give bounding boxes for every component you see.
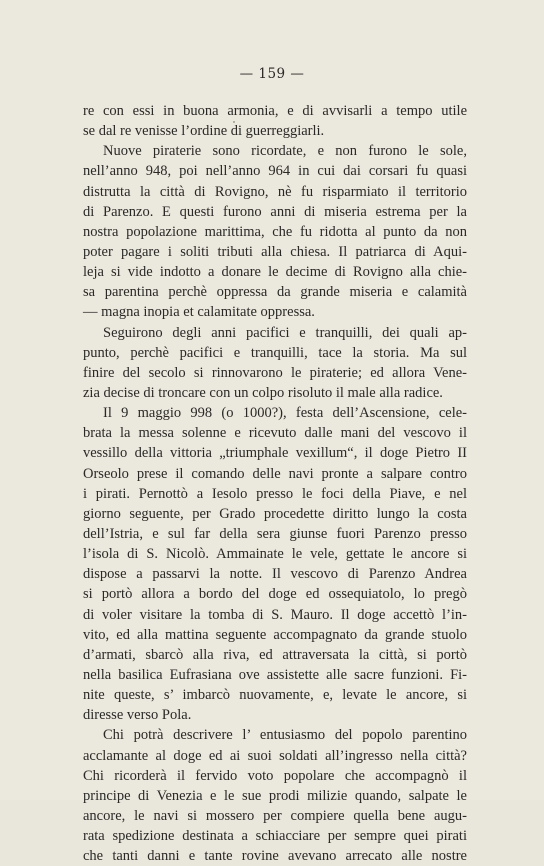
text-line: Orseolo prese il comando delle navi pronte a salpare contro <box>83 465 467 482</box>
text-line: sa parentina perchè oppressa da grande miseria e calamità <box>83 284 467 301</box>
text-line: acclamante al doge ed ai suoi soldati all’ingresso nella città? <box>83 747 467 764</box>
text-line: l’isola di S. Nicolò. Ammainate le vele, gettate le ancore si <box>83 546 467 563</box>
text-line: distrutta la città di Rovigno, nè fu risparmiato il territorio <box>83 183 467 200</box>
text-line: dispose a passarvi la notte. Il vescovo di Parenzo Andrea <box>83 566 467 583</box>
text-line: nite queste, s’ imbarcò nuovamente, e, levate le ancore, si <box>83 687 467 704</box>
text-line: diresse verso Pola. <box>83 707 192 724</box>
text-line: principe di Venezia e le sue prodi milizie quando, salpate le <box>83 787 467 804</box>
text-line: d’armati, sbarcò alla riva, ed attraversata la città, si portò <box>83 646 467 663</box>
text-line: che tanti danni e tante rovine avevano arrecato alle nostre <box>83 848 467 865</box>
text-line: vessillo della vittoria „triumphale vexillum“, il doge Pietro II <box>83 445 467 462</box>
text-line: poter pagare i soliti tributi alla chiesa. Il patriarca di Aqui- <box>83 243 467 260</box>
text-line: punto, perchè pacifici e tranquilli, tace la storia. Ma sul <box>83 344 467 361</box>
text-line: — magna inopia et calamitate oppressa. <box>83 304 315 321</box>
text-line: leja si vide indotto a donare le decime di Rovigno alla chie- <box>83 264 467 281</box>
text-line: ancore, le navi si mossero per compiere quella bene augu- <box>83 807 467 824</box>
text-line: di Parenzo. E questi furono anni di miseria estrema per la <box>83 203 467 220</box>
text-line: rata spedizione destinata a schiacciare per sempre quei pirati <box>83 828 467 845</box>
text-line: Seguirono degli anni pacifici e tranquilli, dei quali ap- <box>103 324 467 341</box>
text-line: brata la messa solenne e ricevuto dalle mani del vescovo il <box>83 425 467 442</box>
text-line: Il 9 maggio 998 (o 1000?), festa dell’Ascensione, cele- <box>103 405 467 422</box>
text-line: di voler visitare la tomba di S. Mauro. Il doge accettò l’in- <box>83 606 467 623</box>
page-number: — 159 — <box>239 66 305 82</box>
text-line: vito, ed alla mattina seguente accompagnato da grande stuolo <box>83 626 467 643</box>
text-line: i pirati. Pernottò a Iesolo presso le foci della Piave, e nel <box>83 485 467 502</box>
text-line: giorno seguente, per Grado procedette diritto lungo la costa <box>83 505 467 522</box>
text-line: dell’Istria, e sul far della sera giunse fuori Parenzo presso <box>83 525 467 542</box>
text-line: si portò allora a bordo del doge ed ossequiatolo, lo pregò <box>83 586 467 603</box>
text-line: nella basilica Eufrasiana ove assistette alle sacre funzioni. Fi- <box>83 666 467 683</box>
text-line: re con essi in buona armonia, e di avvisarli a tempo utile <box>83 103 467 119</box>
text-line: finire del secolo si rinnovarono le piraterie; ed allora Vene- <box>83 364 467 381</box>
text-line: nostra popolazione marittima, che fu ridotta al punto da non <box>83 223 467 240</box>
text-line: Chi potrà descrivere l’ entusiasmo del popolo parentino <box>103 727 467 744</box>
text-line: nell’anno 948, poi nell’anno 964 in cui dai corsari fu quasi <box>83 163 467 180</box>
text-line: zia decise di troncare con un colpo risoluto il male alla radice. <box>83 384 443 401</box>
text-line: Nuove piraterie sono ricordate, e non furono le sole, <box>103 143 467 160</box>
body-text <box>83 101 467 866</box>
text-line: se dal re venisse l’ordine di guerreggiarli. <box>83 123 325 140</box>
text-line: Chi ricorderà il fervido voto popolare che accompagnò il <box>83 767 467 784</box>
